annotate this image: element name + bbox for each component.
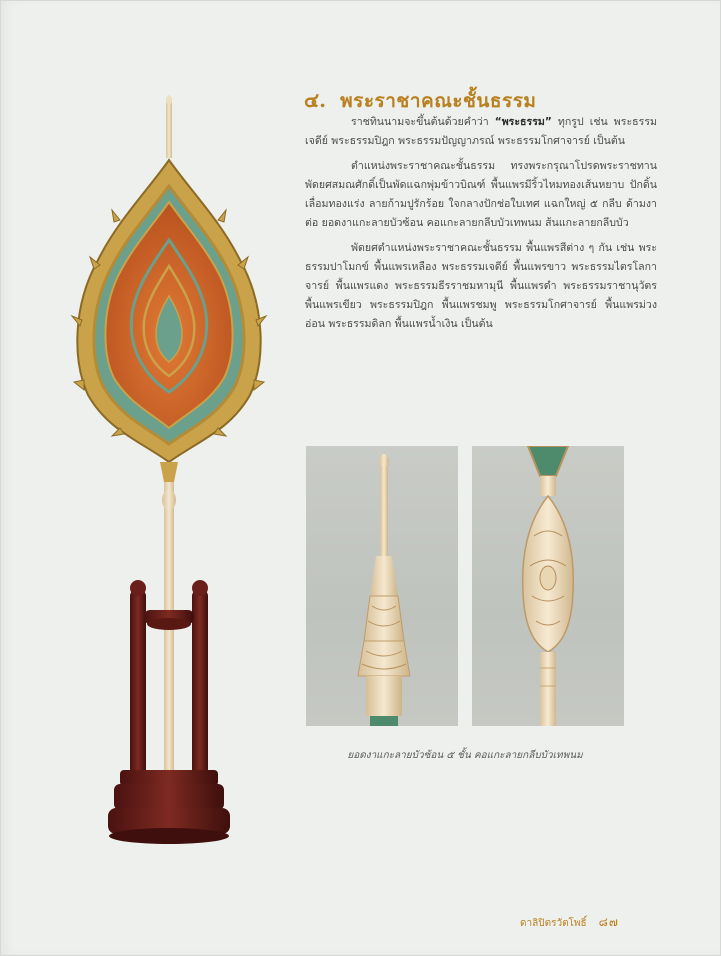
paragraph-1-after: ทุกรูป เช่น พระธรรมเจดีย์ พระธรรมปิฎก พระธรรมปัญญาภรณ์ พระธรรมโกศาจารย์ เป็นต้น [305, 116, 657, 147]
body-text [305, 113, 657, 340]
finial-photo [306, 446, 458, 726]
paragraph-1-before: ราชทินนามจะขึ้นต้นด้วยคำว่า [351, 116, 495, 128]
paragraph-3: พัดยศตำแหน่งพระราชาคณะชั้นธรรม พื้นแพรสีต่าง ๆ กัน เช่น พระธรรมปาโมกข์ พื้นแพรเหลือง พระธรรมเจดีย์ พื้นแพรขาว พระธรรมไตรโลกาจารย์ พื้นแพรแดง พระธรรมธีรราชมหามุนี พื้นแพรดำ พระธรรมราชานุวัตร พื้นแพรเขียว พระธรรมปิฎก พื้นแพรชมพู พระธรรมโกศาจารย์ พื้นแพรม่วงอ่อน พระธรรมดิลก พื้นแพรน้ำเงิน เป็นต้น [305, 242, 657, 330]
section-heading [304, 84, 536, 116]
page-footer [520, 913, 619, 932]
footer-book-title: ดาลิปิตรวัตโพธิ์ [520, 918, 587, 929]
paragraph-1 [305, 113, 657, 151]
page-number: ๘๗ [598, 915, 619, 929]
photo-caption: ยอดงาแกะลายบัวซ้อน ๕ ชั้น คอแกะลายกลีบบัวเทพนม [347, 750, 583, 761]
ivory-finial-image [306, 446, 458, 726]
paragraph-1-bold: “พระธรรม” [494, 116, 552, 128]
section-title: พระราชาคณะชั้นธรรม [340, 90, 537, 112]
neck-photo [472, 446, 624, 726]
paragraph-2: ตำแหน่งพระราชาคณะชั้นธรรม ทรงพระกรุณาโปรดพระราชทานพัดยศสมณศักดิ์เป็นพัดแฉกพุ่มข้าวบิณฑ์ พื้นแพรมีริ้วไหมทองเส้นหยาบ ปักดิ้นเลื่อมทองแร่ง ลายก้ามปูรักร้อย ใจกลางปักช่อใบเทศ แฉกใหญ่ ๕ กลีบ ด้ามงาต่อ ยอดงาแกะลายบัวซ้อน คอแกะลายกลีบบัวเทพนม ส้นแกะลายกลีบบัว [305, 160, 657, 229]
ceremonial-fan-image [60, 90, 280, 850]
section-number: ๔. [304, 88, 327, 112]
carved-neck-image [472, 446, 624, 726]
